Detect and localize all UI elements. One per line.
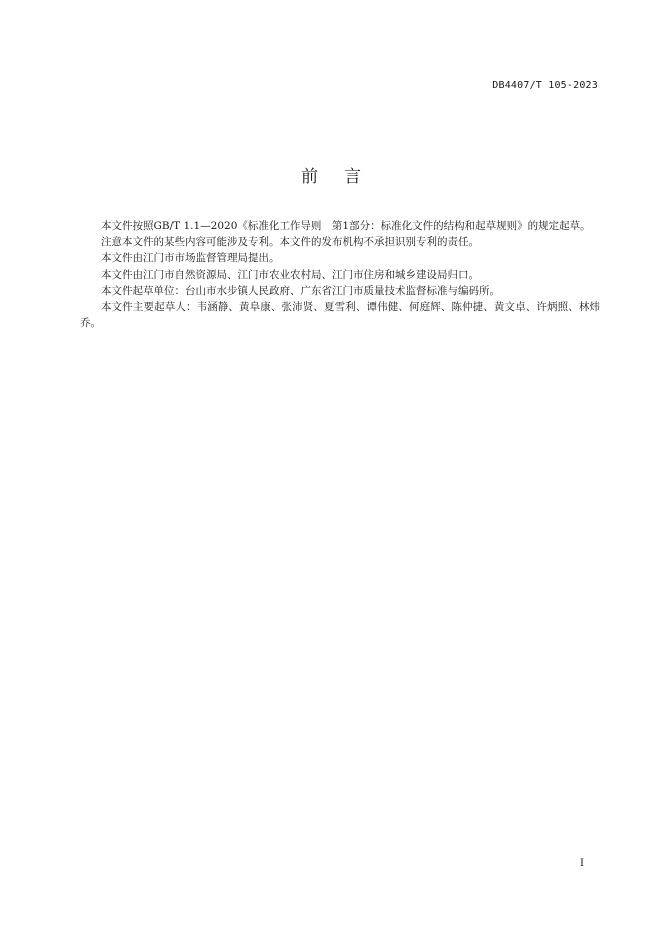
document-code: DB4407/T 105-2023	[492, 80, 598, 91]
paragraph-drafting-rules: 本文件按照GB/T 1.1—2020《标准化工作导则 第1部分：标准化文件的结构和起草规则》的规定起草。	[101, 220, 591, 232]
page-title: 前言	[301, 167, 387, 187]
paragraph-drafting-units: 本文件起草单位：台山市水步镇人民政府、广东省江门市质量技术监督标准与编码所。	[101, 284, 500, 297]
paragraph-drafters: 本文件主要起草人：韦涵静、黄阜康、张沛贤、夏雪利、谭伟健、何庭辉、陈仲捷、黄文卓、许炳照、林炜乔。	[80, 301, 600, 330]
page-number: I	[580, 858, 584, 869]
paragraph-administrator: 本文件由江门市自然资源局、江门市农业农村局、江门市住房和城乡建设局归口。	[101, 268, 479, 281]
paragraph-proposer: 本文件由江门市市场监督管理局提出。	[101, 252, 280, 265]
foreword-body	[80, 218, 600, 331]
paragraph-patent-notice: 注意本文件的某些内容可能涉及专利。本文件的发布机构不承担识别专利的责任。	[101, 236, 479, 249]
